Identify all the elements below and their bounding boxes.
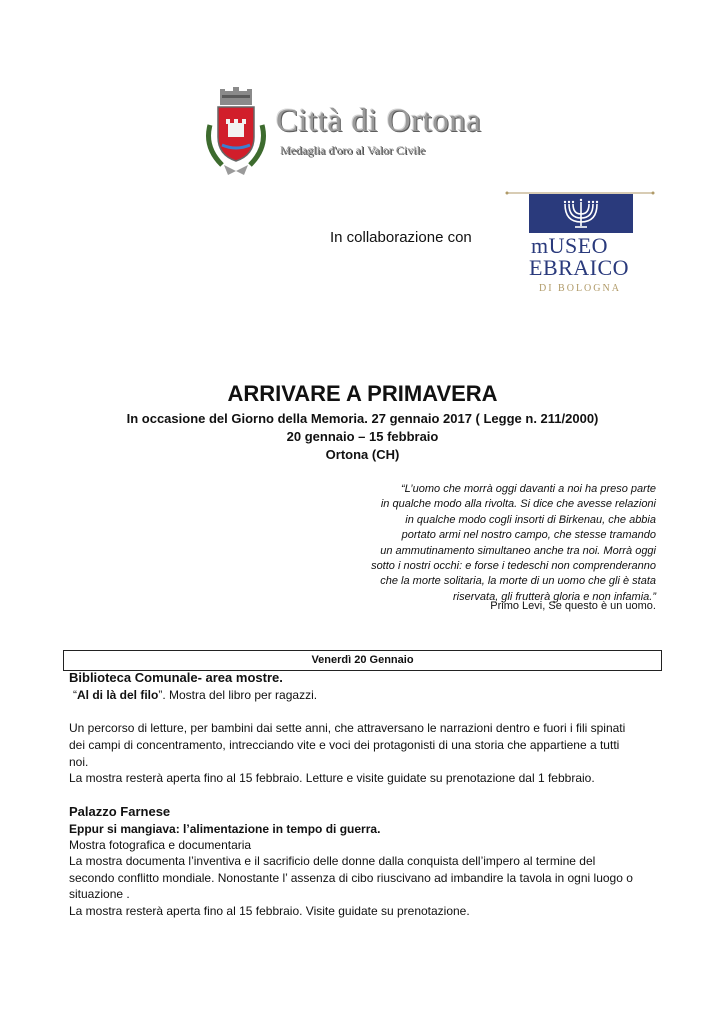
section1-paragraph-line: dei campi di concentramento, intrecciando vite e voci dei protagonisti di una storia che appartiene a tutti [69,738,620,752]
section2-heading: Palazzo Farnese [69,804,171,819]
city-crest-icon [200,85,272,177]
quote [336,482,656,605]
menorah-icon [529,194,633,233]
section2-paragraph-line: secondo conflitto mondiale. Nonostante l’ assenza di cibo riuscivano ad imbandire la tavola in ogni luogo o [69,871,633,885]
section2-paragraph-line: Mostra fotografica e documentaria [69,838,252,852]
quote-line: in qualche modo cogli insorti di Birkenau, che abbia [405,513,656,526]
quote-line: che la morte solitaria, la morte di un uomo che gli è stata [380,575,656,588]
event-title: ARRIVARE A PRIMAVERA [227,381,498,406]
section2-paragraph-line: La mostra resterà aperta fino al 15 febbraio. Visite guidate su prenotazione. [69,904,470,918]
event-subtitle: In occasione del Giorno della Memoria. 27 gennaio 2017 ( Legge n. 211/2000) [126,411,599,426]
exhibit1-open-quote: “ [73,688,77,702]
event-place: Ortona (CH) [325,447,400,462]
city-name: Città di Ortona [276,103,482,139]
day-header: Venerdì 20 Gennaio [63,650,662,671]
collaboration-label: In collaborazione con [330,229,472,246]
quote-line: sotto i nostri occhi: e forse i tedeschi non comprenderanno [371,560,656,573]
quote-line: riservata, gli frutterà gloria e non infamia.” [453,590,656,603]
section2-paragraph-line: situazione . [69,887,130,901]
exhibit1-description: ”. Mostra del libro per ragazzi. [158,688,318,702]
section1-paragraph-line: noi. [69,755,89,769]
museum-logo [505,191,655,299]
event-dates: 20 gennaio – 15 febbraio [286,429,439,444]
exhibit1-line [73,688,317,702]
museum-name-line3: DI BOLOGNA [539,283,621,294]
quote-line: portato armi nel nostro campo, che stesse tramando [401,529,656,542]
quote-line: un ammutinamento simultaneo anche tra noi. Morrà oggi [380,544,656,557]
city-logo [200,85,530,177]
quote-author: Primo Levi, Se questo è un uomo. [490,600,656,612]
section1-paragraph-line: La mostra resterà aperta fino al 15 febbraio. Letture e visite guidate su prenotazione dal 1 febbraio. [69,771,595,785]
quote-line: in qualche modo alla rivolta. Si dice che avesse relazioni [380,498,656,511]
museum-name-line2: EBRAICO [529,255,630,280]
exhibit2-title: Eppur si mangiava: l’alimentazione in tempo di guerra. [69,822,381,836]
museum-banner [529,194,633,233]
section1-heading: Biblioteca Comunale- area mostre. [69,670,283,685]
quote-line: “L’uomo che morrà oggi davanti a noi ha preso parte [401,483,656,495]
city-motto: Medaglia d'oro al Valor Civile [280,143,426,157]
exhibit1-title: Al di là del filo [77,688,159,702]
section1-paragraph-line: Un percorso di letture, per bambini dai sette anni, che attraversano le narrazioni dentro e fuori i fili spinati [69,721,626,735]
museum-name-line1: mUSEO [531,233,609,258]
section2-paragraph-line: La mostra documenta l’inventiva e il sacrificio delle donne dalla conquista dell’impero al termine del [69,854,596,868]
